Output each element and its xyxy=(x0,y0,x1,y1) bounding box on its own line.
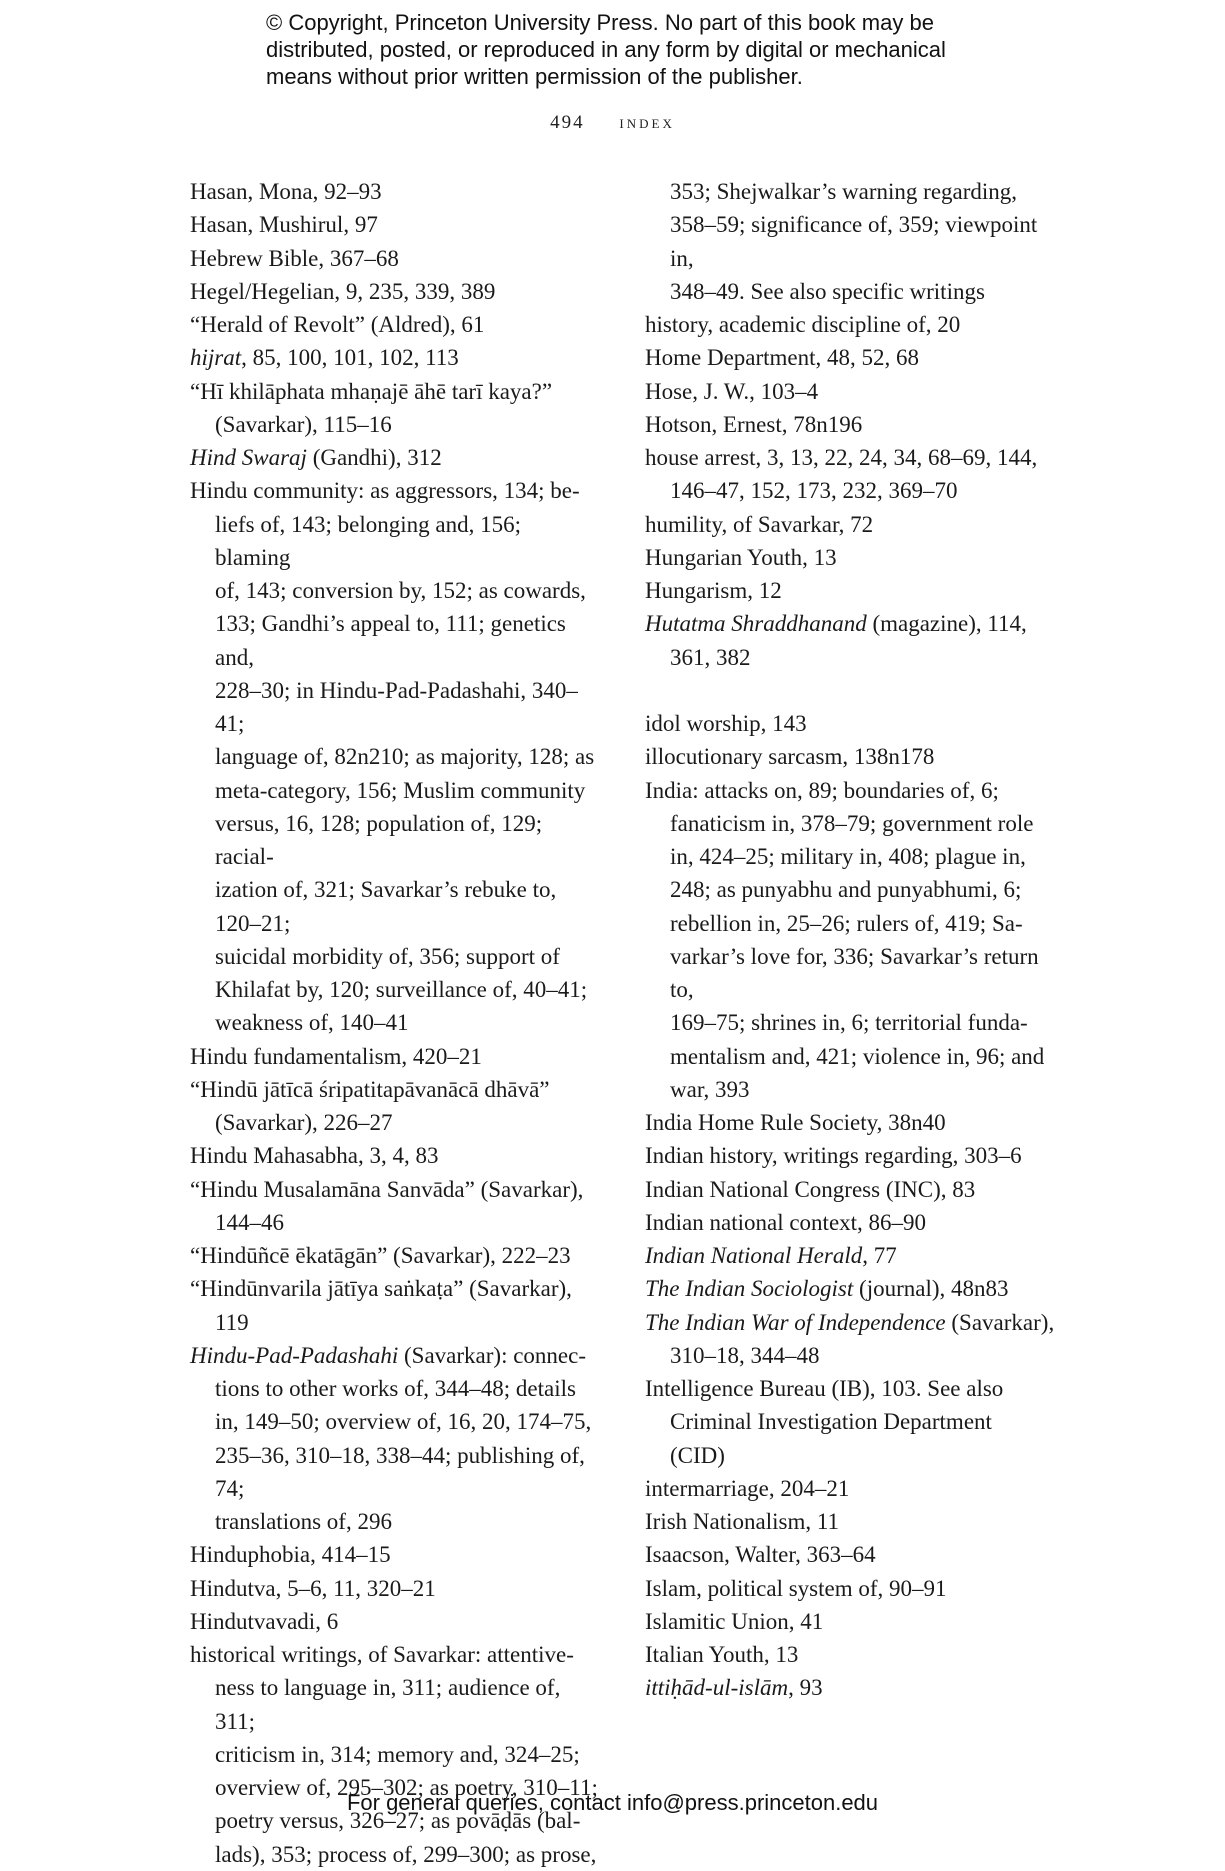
entry-line: Hindu Mahasabha, 3, 4, 83 xyxy=(190,1143,439,1169)
entry-line: poetry versus, 326–27; as povāḍās (bal- xyxy=(215,1808,581,1834)
entry-line: 248; as punyabhu and punyabhumi, 6; xyxy=(670,877,1022,903)
entry-title-italic: Indian National Herald xyxy=(645,1243,863,1268)
index-entry xyxy=(645,1173,1065,1206)
section-title: index xyxy=(619,112,675,133)
index-entry xyxy=(190,1073,600,1140)
index-entry xyxy=(190,341,600,374)
entry-line: liefs of, 143; belonging and, 156; blaming xyxy=(215,511,521,570)
index-entry xyxy=(645,508,1065,541)
index-entry xyxy=(190,208,600,241)
index-entry xyxy=(190,275,600,308)
entry-line: Indian national context, 86–90 xyxy=(645,1209,927,1235)
entry-line: ness to language in, 311; audience of, 311; xyxy=(215,1675,561,1734)
entry-line: “Hindu Musalamāna Sanvāda” (Savarkar), xyxy=(190,1176,584,1202)
index-entry xyxy=(190,1272,600,1339)
index-column-left xyxy=(190,175,600,1871)
index-entry xyxy=(645,1472,1065,1505)
entry-line: ization of, 321; Savarkar’s rebuke to, 120–21; xyxy=(215,877,557,936)
index-entry xyxy=(645,607,1065,674)
entry-line: Hungarism, 12 xyxy=(645,578,782,603)
entry-line: in, 424–25; military in, 408; plague in, xyxy=(670,844,1026,869)
entry-line: Hinduphobia, 414–15 xyxy=(190,1542,391,1568)
entry-line: meta-category, 156; Muslim community xyxy=(215,777,586,803)
entry-line: Hindu community: as aggressors, 134; be- xyxy=(190,478,580,504)
entry-line: weakness of, 140–41 xyxy=(215,1010,409,1036)
entry-line: Hindu fundamentalism, 420–21 xyxy=(190,1043,482,1069)
index-entry xyxy=(645,1372,1065,1472)
entry-line: suicidal morbidity of, 356; support of xyxy=(215,943,560,969)
entry-line: 133; Gandhi’s appeal to, 111; genetics and, xyxy=(215,611,566,670)
entry-line: “Hindūñcē ēkatāgān” (Savarkar), 222–23 xyxy=(190,1243,571,1268)
index-entry xyxy=(190,474,600,1039)
section-gap xyxy=(645,674,1065,707)
entry-line: (magazine), 114, xyxy=(866,611,1027,637)
index-entry xyxy=(645,541,1065,574)
copyright-line: distributed, posted, or reproduced in any form by digital or mechanical xyxy=(266,37,946,62)
index-entry xyxy=(645,308,1065,341)
entry-line: 119 xyxy=(215,1309,249,1335)
index-entry xyxy=(645,1306,1065,1373)
entry-line: Khilafat by, 120; surveillance of, 40–41; xyxy=(215,977,588,1002)
entry-line: language of, 82n210; as majority, 128; as xyxy=(215,744,595,770)
entry-line: criticism in, 314; memory and, 324–25; xyxy=(215,1741,580,1767)
entry-line: history, academic discipline of, 20 xyxy=(645,312,961,337)
entry-line: historical writings, of Savarkar: attentive- xyxy=(190,1642,574,1667)
entry-title-italic: The Indian Sociologist xyxy=(645,1276,854,1302)
index-entry xyxy=(645,1272,1065,1305)
entry-line: of, 143; conversion by, 152; as cowards, xyxy=(215,578,586,603)
index-entry xyxy=(645,408,1065,441)
entry-line: intermarriage, 204–21 xyxy=(645,1475,850,1501)
index-entry xyxy=(645,1206,1065,1239)
entry-line: , 85, 100, 101, 102, 113 xyxy=(241,345,459,371)
entry-line: Intelligence Bureau (IB), 103. See also xyxy=(645,1376,1004,1401)
entry-line: , 77 xyxy=(862,1243,897,1268)
entry-line: 361, 382 xyxy=(670,644,751,670)
index-entry xyxy=(645,1106,1065,1139)
entry-line: “Herald of Revolt” (Aldred), 61 xyxy=(190,312,485,337)
entry-line: Hasan, Mushirul, 97 xyxy=(190,212,378,238)
index-entry xyxy=(645,574,1065,607)
footer-contact: For general queries, contact info@press.princeton.edu xyxy=(346,1790,879,1815)
entry-line: overview of, 295–302; as poetry, 310–11; xyxy=(215,1775,598,1800)
entry-line: versus, 16, 128; population of, 129; racial- xyxy=(215,810,543,869)
index-entry xyxy=(190,1638,600,1871)
copyright-notice xyxy=(266,9,1046,90)
index-column-right xyxy=(645,175,1065,1705)
entry-line: in, 149–50; overview of, 16, 20, 174–75, xyxy=(215,1409,592,1435)
entry-line: India: attacks on, 89; boundaries of, 6; xyxy=(645,777,999,803)
index-entry xyxy=(645,1671,1065,1704)
entry-title-italic: hijrat xyxy=(190,345,242,371)
entry-line: (Savarkar), xyxy=(945,1309,1055,1335)
index-entry xyxy=(645,707,1065,740)
entry-line: Indian National Congress (INC), 83 xyxy=(645,1176,976,1202)
entry-line: 235–36, 310–18, 338–44; publishing of, 74; xyxy=(215,1442,585,1501)
entry-line: Islamitic Union, 41 xyxy=(645,1608,824,1634)
index-entry xyxy=(645,774,1065,1107)
entry-line: (Savarkar), 115–16 xyxy=(215,411,392,437)
entry-line: idol worship, 143 xyxy=(645,711,807,736)
entry-line: (CID) xyxy=(670,1442,725,1468)
entry-line: translations of, 296 xyxy=(215,1509,392,1534)
entry-line: 144–46 xyxy=(215,1209,284,1235)
copyright-line: means without prior written permission of the publisher. xyxy=(266,64,803,89)
running-head xyxy=(0,112,1225,134)
entry-title-italic: ittiḥād-ul-islām xyxy=(645,1675,789,1701)
entry-line: Islam, political system of, 90–91 xyxy=(645,1575,947,1601)
entry-line: rebellion in, 25–26; rulers of, 419; Sa- xyxy=(670,910,1023,936)
page-number: 494 xyxy=(550,112,585,133)
entry-line: Criminal Investigation Department xyxy=(670,1409,992,1435)
entry-line: 228–30; in Hindu-Pad-Padashahi, 340–41; xyxy=(215,677,578,736)
entry-line: war, 393 xyxy=(670,1076,750,1102)
entry-title-italic: Hindu-Pad-Padashahi xyxy=(190,1342,399,1368)
entry-line: mentalism and, 421; violence in, 96; and xyxy=(670,1043,1045,1069)
index-entry xyxy=(190,1605,600,1638)
entry-line: humility, of Savarkar, 72 xyxy=(645,511,874,537)
entry-line: , 93 xyxy=(788,1675,823,1701)
index-entry xyxy=(645,175,1065,308)
entry-line: Hebrew Bible, 367–68 xyxy=(190,245,399,271)
entry-line: illocutionary sarcasm, 138n178 xyxy=(645,744,935,770)
index-entry xyxy=(645,441,1065,508)
index-entry xyxy=(190,175,600,208)
index-entry xyxy=(190,1339,600,1539)
index-entry xyxy=(645,1605,1065,1638)
index-entry xyxy=(645,1139,1065,1172)
index-entry xyxy=(645,1572,1065,1605)
entry-line: India Home Rule Society, 38n40 xyxy=(645,1110,946,1135)
entry-line: 348–49. See also specific writings xyxy=(670,278,985,304)
entry-line: (Savarkar), 226–27 xyxy=(215,1110,393,1135)
entry-line: “Hindūnvarila jātīya saṅkaṭa” (Savarkar), xyxy=(190,1276,572,1302)
entry-line: Indian history, writings regarding, 303–6 xyxy=(645,1143,1022,1169)
entry-line: Irish Nationalism, 11 xyxy=(645,1509,839,1534)
index-entry xyxy=(645,1239,1065,1272)
entry-line: Isaacson, Walter, 363–64 xyxy=(645,1542,876,1568)
index-entry xyxy=(190,242,600,275)
entry-line: 358–59; significance of, 359; viewpoint in, xyxy=(670,212,1038,271)
entry-line: lads), 353; process of, 299–300; as prose, xyxy=(215,1841,597,1867)
index-entry xyxy=(190,1572,600,1605)
index-entry xyxy=(645,740,1065,773)
index-entry xyxy=(190,441,600,474)
entry-line: Hindutva, 5–6, 11, 320–21 xyxy=(190,1575,436,1601)
index-entry xyxy=(645,341,1065,374)
entry-line: (Gandhi), 312 xyxy=(306,445,442,470)
entry-line: 353; Shejwalkar’s warning regarding, xyxy=(670,179,1018,204)
index-entry xyxy=(190,1139,600,1172)
entry-title-italic: The Indian War of Independence xyxy=(645,1309,946,1335)
index-entry xyxy=(190,1040,600,1073)
entry-line: 169–75; shrines in, 6; territorial funda- xyxy=(670,1010,1028,1036)
entry-line: (Savarkar): connec- xyxy=(398,1342,586,1368)
entry-line: varkar’s love for, 336; Savarkar’s return to, xyxy=(670,943,1039,1002)
copyright-line: © Copyright, Princeton University Press. No part of this book may be xyxy=(266,10,934,35)
entry-line: “Hī khilāphata mhaṇajē āhē tarī kaya?” xyxy=(190,378,553,404)
entry-line: Hindutvavadi, 6 xyxy=(190,1608,339,1634)
entry-line: Hose, J. W., 103–4 xyxy=(645,378,819,404)
entry-line: house arrest, 3, 13, 22, 24, 34, 68–69, 144, xyxy=(645,445,1038,470)
entry-line: 146–47, 152, 173, 232, 369–70 xyxy=(670,478,958,504)
entry-title-italic: Hutatma Shraddhanand xyxy=(645,611,867,637)
entry-line: (journal), 48n83 xyxy=(853,1276,1009,1302)
entry-line: Italian Youth, 13 xyxy=(645,1642,799,1667)
entry-line: Hasan, Mona, 92–93 xyxy=(190,179,382,204)
index-entry xyxy=(190,1538,600,1571)
entry-line: Hotson, Ernest, 78n196 xyxy=(645,411,863,437)
index-entry xyxy=(190,375,600,442)
entry-line: 310–18, 344–48 xyxy=(670,1342,820,1368)
index-entry xyxy=(190,1173,600,1240)
index-entry xyxy=(190,308,600,341)
entry-line: Home Department, 48, 52, 68 xyxy=(645,345,920,371)
index-entry xyxy=(190,1239,600,1272)
entry-line: fanaticism in, 378–79; government role xyxy=(670,810,1034,836)
entry-line: “Hindū jātīcā śripatitapāvanācā dhāvā” xyxy=(190,1076,550,1102)
entry-title-italic: Hind Swaraj xyxy=(190,445,307,470)
index-entry xyxy=(645,1638,1065,1671)
entry-line: tions to other works of, 344–48; details xyxy=(215,1376,576,1401)
entry-line: Hungarian Youth, 13 xyxy=(645,544,837,570)
index-entry xyxy=(645,375,1065,408)
index-entry xyxy=(645,1505,1065,1538)
index-entry xyxy=(645,1538,1065,1571)
entry-line: Hegel/Hegelian, 9, 235, 339, 389 xyxy=(190,278,496,304)
